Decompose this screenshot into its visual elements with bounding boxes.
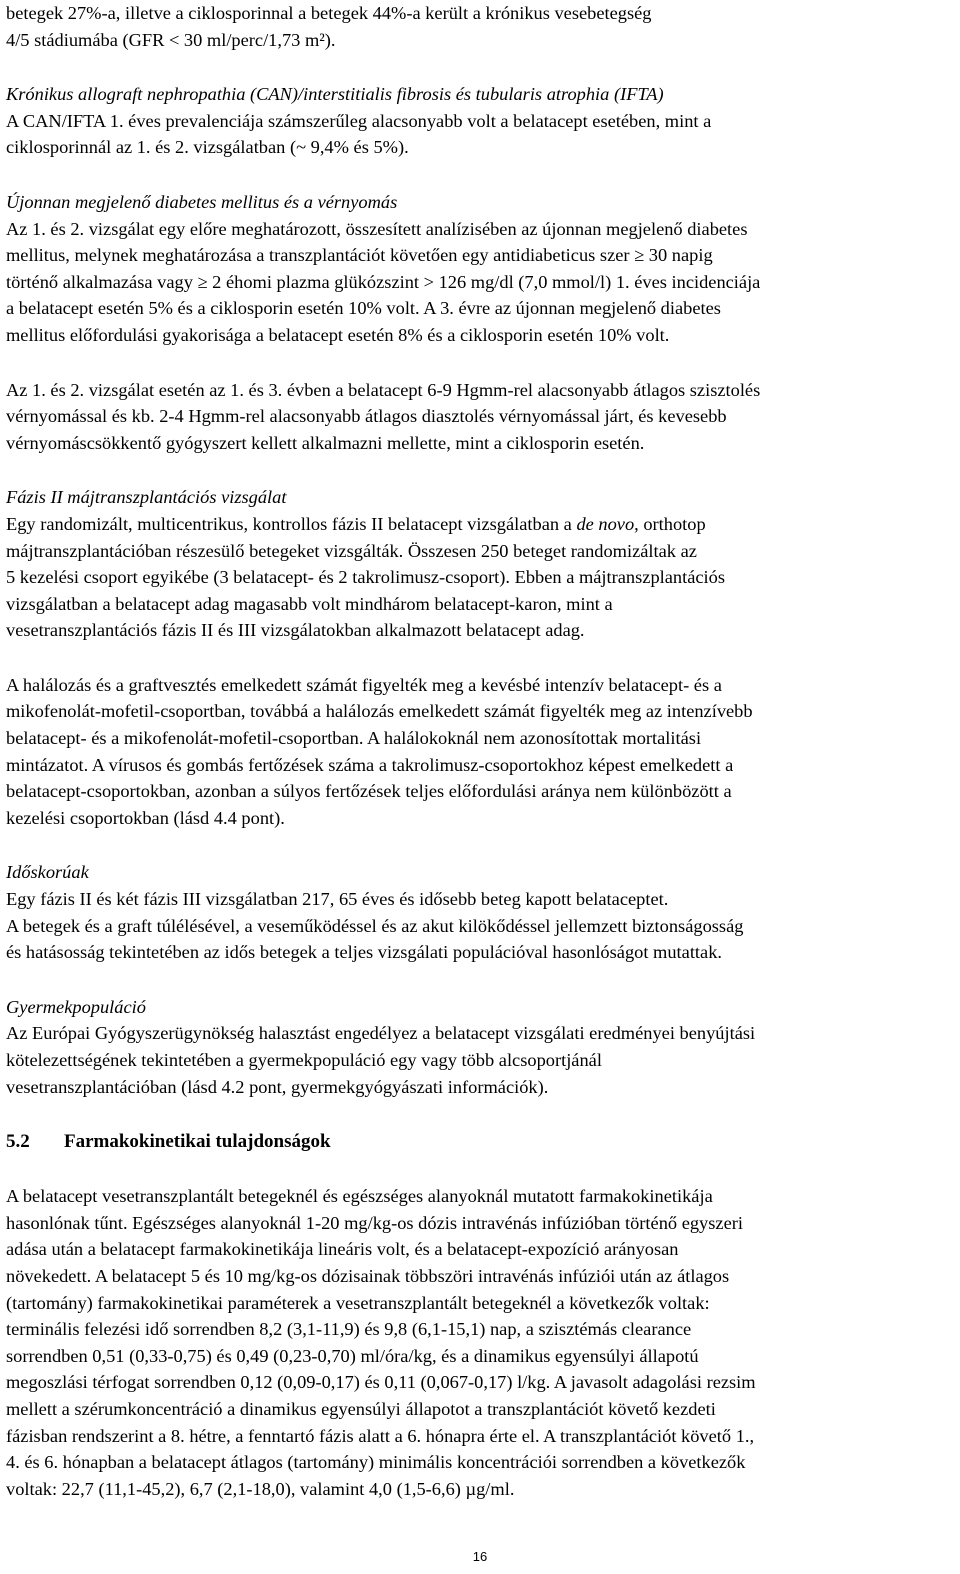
paragraph-liver-trial <box>6 511 951 644</box>
subheading-diabetes-bp <box>6 189 951 216</box>
text-line: belatacept- és a mikofenolát-mofetil-csoportban. A halálokoknál nem azonosítottak mortalitási <box>6 728 702 749</box>
subheading-elderly <box>6 859 951 886</box>
text-line: vérnyomáscsökkentő gyógyszert kellett alkalmazni mellette, mint a ciklosporin esetén. <box>6 432 645 453</box>
text-line: kötelezettségének tekintetében a gyermekpopuláció egy vagy több alcsoportjánál <box>6 1050 602 1070</box>
text-line: mikofenolát-mofetil-csoportban, továbbá a halálozás emelkedett számát figyelték meg az intenzívebb <box>6 701 753 722</box>
text-line: A CAN/IFTA 1. éves prevalenciája számszerűleg alacsonyabb volt a belatacept esetében, mint a <box>6 110 712 131</box>
text-line: 5 kezelési csoport egyikébe (3 belatacept- és 2 takrolimusz-csoport). Ebben a májtranszplantációs <box>6 567 726 588</box>
text-line: vesetranszplantációs fázis II és III vizsgálatokban alkalmazott belatacept adag. <box>6 620 585 641</box>
text-line: Újonnan megjelenő diabetes mellitus és a vérnyomás <box>6 191 398 212</box>
text-line: A belatacept vesetranszplantált betegeknél és egészséges alanyoknál mutatott farmakokinetikája <box>6 1186 713 1207</box>
text-line: 4. és 6. hónapban a belatacept átlagos (tartomány) minimális koncentrációi sorrendben a következők <box>6 1452 746 1473</box>
text-line: vérnyomással és kb. 2-4 Hgmm-rel alacsonyabb átlagos diasztolés vérnyomással járt, és kevesebb <box>6 406 727 427</box>
text-line: megoszlási térfogat sorrendben 0,12 (0,09-0,17) és 0,11 (0,067-0,17) l/kg. A javasolt adagolási rezsim <box>6 1372 756 1393</box>
text-line: adása után a belatacept farmakokinetikája lineáris volt, és a belatacept-expozíció arányosan <box>6 1239 679 1260</box>
paragraph-elderly <box>6 886 951 966</box>
paragraph-can-ifta <box>6 108 951 161</box>
text-line: Gyermekpopuláció <box>6 996 146 1017</box>
subheading-pediatric <box>6 994 951 1021</box>
paragraph-pharmacokinetics <box>6 1183 951 1502</box>
paragraph-blood-pressure <box>6 377 951 457</box>
text-line: mellitus, melynek meghatározása a transzplantációt követően egy antidiabeticus szer ≥ 30 napig <box>6 245 713 266</box>
section-heading <box>6 1128 951 1155</box>
text-line: vizsgálatban a belatacept adag magasabb volt mindhárom belatacept-karon, mint a <box>6 593 613 614</box>
text-line: Az 1. és 2. vizsgálat egy előre meghatározott, összesített analízisében az újonnan megjelenő diabetes <box>6 218 748 239</box>
text-line: (tartomány) farmakokinetikai paraméterek a vesetranszplantált betegeknél a következők voltak: <box>6 1292 710 1313</box>
document-page <box>6 0 951 1502</box>
text-line: betegek 27%-a, illetve a ciklosporinnal a betegek 44%-a került a krónikus vesebetegség <box>6 3 652 23</box>
text-line: Krónikus allograft nephropathia (CAN)/interstitialis fibrosis és tubularis atrophia (IFTA) <box>6 84 664 105</box>
text-line: és hatásosság tekintetében az idős betegek a teljes vizsgálati populációval hasonlóságot mutattak. <box>6 942 722 963</box>
text-line: fázisban rendszerint a 8. hétre, a fenntartó fázis alatt a 6. hónapra érte el. A transzplantációt követő 1., <box>6 1425 755 1446</box>
text-line: mellett a szérumkoncentráció a dinamikus egyensúlyi állapotot a transzplantációt követő kezdeti <box>6 1398 716 1419</box>
text-line: Fázis II májtranszplantációs vizsgálat <box>6 487 287 508</box>
page-number: 16 <box>472 1549 488 1564</box>
text-line: ciklosporinnál az 1. és 2. vizsgálatban (~ 9,4% és 5%). <box>6 137 409 158</box>
subheading-liver-trial <box>6 484 951 511</box>
text-line: voltak: 22,7 (11,1-45,2), 6,7 (2,1-18,0), valamint 4,0 (1,5-6,6) µg/ml. <box>6 1478 515 1499</box>
text-line: Időskorúak <box>6 862 89 883</box>
text-line: Egy fázis II és két fázis III vizsgálatban 217, 65 éves és idősebb beteg kapott belataceptet. <box>6 889 669 910</box>
text-line: A betegek és a graft túlélésével, a veseműködéssel és az akut kilökődéssel jellemzett biztonságosság <box>6 915 744 936</box>
text-line: A halálozás és a graftvesztés emelkedett számát figyelték meg a kevésbé intenzív belatacept- és a <box>6 674 722 695</box>
text-line: kezelési csoportokban (lásd 4.4 pont). <box>6 807 285 828</box>
text-line: májtranszplantációban részesülő betegeket vizsgálták. Összesen 250 beteget randomizáltak az <box>6 540 697 561</box>
section-number: 5.2 <box>6 1131 30 1153</box>
paragraph-mortality <box>6 672 951 832</box>
text-line: sorrendben 0,51 (0,33-0,75) és 0,49 (0,23-0,70) ml/óra/kg, és a dinamikus egyensúlyi állapotú <box>6 1345 699 1366</box>
text-line: 4/5 stádiumába (GFR < 30 ml/perc/1,73 m²). <box>6 29 336 50</box>
text-line: terminális felezési idő sorrendben 8,2 (3,1-11,9) és 9,8 (6,1-15,1) nap, a szisztémás clearance <box>6 1319 692 1340</box>
paragraph-ckd-stage <box>6 0 951 53</box>
text-line: vesetranszplantációban (lásd 4.2 pont, gyermekgyógyászati információk). <box>6 1076 549 1097</box>
subheading-can-ifta <box>6 81 951 108</box>
text-line: a belatacept esetén 5% és a ciklosporin esetén 10% volt. A 3. évre az újonnan megjelenő diabetes <box>6 298 721 319</box>
text-line: növekedett. A belatacept 5 és 10 mg/kg-os dózisainak többszöri intravénás infúziói után az átlagos <box>6 1265 730 1286</box>
text-line: mellitus előfordulási gyakorisága a belatacept esetén 8% és a ciklosporin esetén 10% volt. <box>6 324 670 345</box>
text-line: történő alkalmazása vagy ≥ 2 éhomi plazma glükózszint > 126 mg/dl (7,0 mmol/l) 1. éves incidenciája <box>6 271 761 292</box>
emphasis-de-novo: de novo <box>576 513 635 534</box>
text-line: mintázatot. A vírusos és gombás fertőzések száma a takrolimusz-csoportokhoz képest emelkedett a <box>6 754 734 775</box>
text-line: Az 1. és 2. vizsgálat esetén az 1. és 3. évben a belatacept 6-9 Hgmm-rel alacsonyabb átlagos szisztolés <box>6 379 761 400</box>
paragraph-pediatric <box>6 1020 951 1100</box>
text-line: Egy randomizált, multicentrikus, kontrollos fázis II belatacept vizsgálatban a de novo, orthotop <box>6 513 706 534</box>
paragraph-diabetes <box>6 216 951 349</box>
text-line: Az Európai Gyógyszerügynökség halasztást engedélyez a belatacept vizsgálati eredményei benyújtási <box>6 1023 756 1044</box>
text-line: hasonlónak tűnt. Egészséges alanyoknál 1-20 mg/kg-os dózis intravénás infúzióban történő egyszeri <box>6 1212 743 1233</box>
text-line: belatacept-csoportokban, azonban a súlyos fertőzések teljes előfordulási aránya nem különbözött a <box>6 781 732 802</box>
section-title: Farmakokinetikai tulajdonságok <box>64 1131 331 1153</box>
